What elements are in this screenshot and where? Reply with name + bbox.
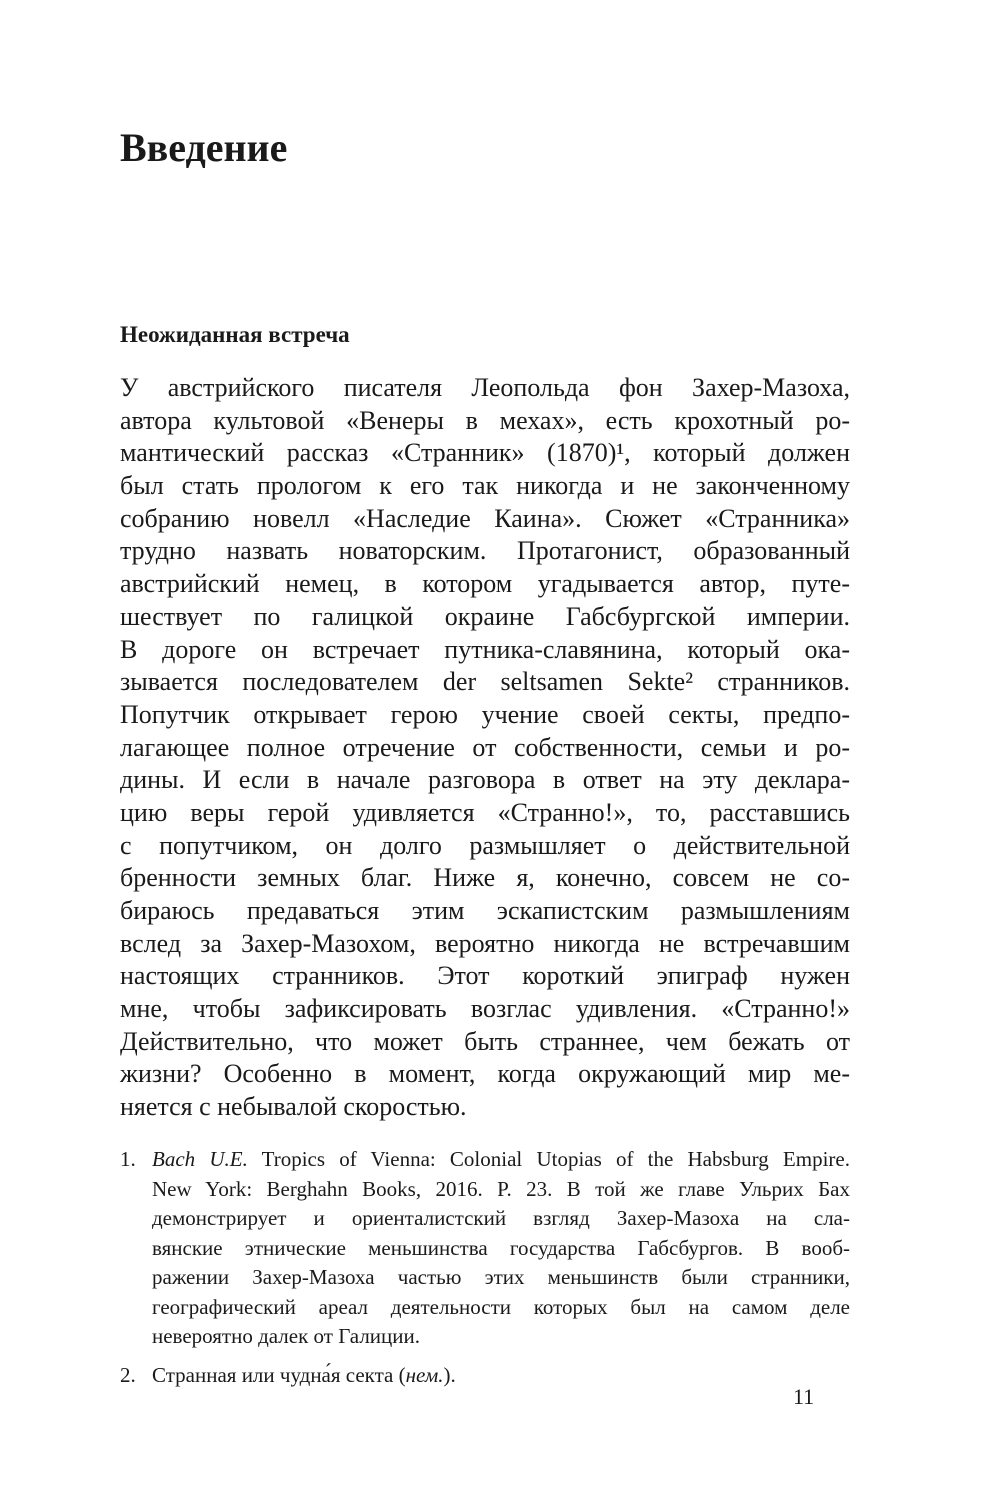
section-heading: Неожиданная встреча <box>120 322 350 347</box>
footnote-line: New York: Berghahn Books, 2016. P. 23. В той же главе Ульрих Бах <box>152 1176 850 1201</box>
body-line: зывается последователем der seltsamen Sekte² странников. <box>120 667 850 697</box>
footnote-2 <box>120 1361 850 1391</box>
footnote-author: Bach U.E. <box>152 1147 248 1171</box>
footnote-1 <box>120 1145 850 1352</box>
body-line: цию веры герой удивляется «Странно!», то, расставшись <box>120 797 850 827</box>
body-line: вслед за Захер-Мазохом, вероятно никогда не встречавшим <box>120 928 850 958</box>
body-line: автора культовой «Венеры в мехах», есть крохотный ро- <box>120 405 850 435</box>
footnote-line: демонстрирует и ориенталистский взгляд Захер-Мазоха на сла- <box>152 1206 850 1230</box>
body-line: бираюсь предаваться этим эскапистским размышлениям <box>120 896 850 925</box>
body-line: австрийский немец, в котором угадывается автор, путе- <box>120 569 850 599</box>
body-line: мне, чтобы зафиксировать возглас удивления. «Странно!» <box>120 994 850 1024</box>
footnote-number: 1. <box>120 1147 136 1171</box>
footnote-text: Странная или чудна́я секта ( <box>152 1362 406 1387</box>
body-line: У австрийского писателя Леопольда фон Захер-Мазоха, <box>120 373 850 402</box>
body-line: собранию новелл «Наследие Каина». Сюжет «Странника» <box>120 503 850 533</box>
body-line: был стать прологом к его так никогда и не законченному <box>120 471 850 501</box>
body-line: Попутчик открывает герою учение своей секты, предпо- <box>120 699 850 729</box>
body-line: лагающее полное отречение от собственности, семьи и ро- <box>120 732 850 762</box>
footnote-line: географический ареал деятельности которых был на самом деле <box>152 1294 850 1319</box>
body-line: В дороге он встречает путника-славянина, который ока- <box>120 634 850 664</box>
body-line: настоящих странников. Этот короткий эпиграф нужен <box>120 961 850 991</box>
body-line: трудно назвать новаторским. Протагонист, образованный <box>120 536 850 566</box>
body-line: жизни? Особенно в момент, когда окружающий мир ме- <box>120 1059 850 1089</box>
footnote-lang: нем. <box>405 1362 444 1387</box>
body-line: Действительно, что может быть страннее, чем бежать от <box>120 1026 850 1056</box>
footnote-line: невероятно далек от Галиции. <box>152 1324 420 1348</box>
body-line: шествует по галицкой окраине Габсбургской империи. <box>120 601 850 631</box>
body-line: с попутчиком, он долго размышляет о действительной <box>120 830 850 860</box>
footnote-line: вянские этнические меньшинства государства Габсбургов. В вооб- <box>152 1235 850 1260</box>
page-number: 11 <box>793 1384 815 1409</box>
body-line: мантический рассказ «Странник» (1870)¹, который должен <box>120 438 850 468</box>
footnote-line: Tropics of Vienna: Colonial Utopias of the Habsburg Empire. <box>247 1147 850 1171</box>
chapter-title: Введение <box>120 125 288 170</box>
body-line: няется с небывалой скоростью. <box>120 1092 467 1122</box>
body-text <box>120 372 850 1124</box>
body-line: дины. И если в начале разговора в ответ на эту деклара- <box>120 765 850 795</box>
footnote-line: ражении Захер-Мазоха частью этих меньшинств были странники, <box>152 1265 850 1289</box>
footnote-number: 2. <box>120 1362 136 1387</box>
body-line: бренности земных благ. Ниже я, конечно, совсем не со- <box>120 863 850 893</box>
footnotes <box>120 1145 850 1399</box>
footnote-close: ). <box>443 1362 456 1387</box>
